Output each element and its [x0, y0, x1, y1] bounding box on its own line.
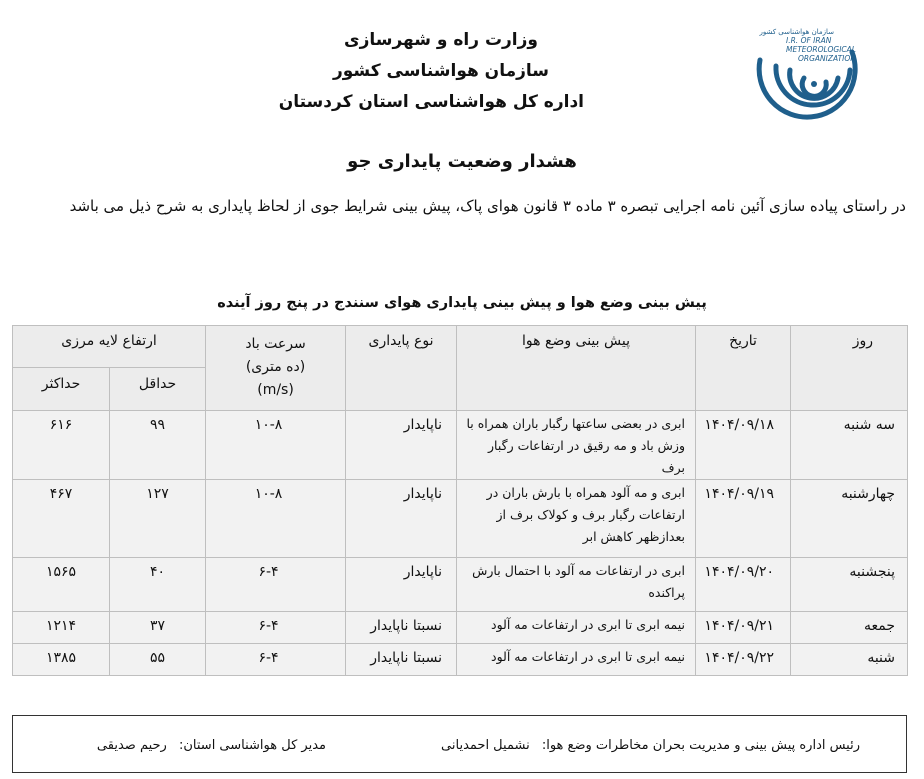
cell-weather: نیمه ابری تا ابری در ارتفاعات مه آلود — [457, 612, 696, 644]
cell-max: ۱۳۸۵ — [13, 644, 110, 676]
cell-weather: ابری در بعضی ساعتها رگبار باران همراه با وزش باد و مه رقیق در ارتفاعات رگبار برف — [457, 411, 696, 480]
cell-stability: ناپایدار — [346, 558, 457, 612]
cell-wind: ۱۰-۸ — [206, 480, 346, 558]
logo-text-fa: سازمان هواشناسی کشور — [759, 28, 834, 36]
cell-min: ۱۲۷ — [110, 480, 206, 558]
cell-day: شنبه — [791, 644, 908, 676]
cell-max: ۴۶۷ — [13, 480, 110, 558]
cell-max: ۱۵۶۵ — [13, 558, 110, 612]
cell-date: ۱۴۰۴/۰۹/۲۱ — [696, 612, 791, 644]
logo-text-en-3: ORGANIZATION — [798, 54, 856, 63]
cell-weather: ابری در ارتفاعات مه آلود با احتمال بارش پراکنده — [457, 558, 696, 612]
cell-stability: ناپایدار — [346, 411, 457, 480]
name-director-general: رحیم صدیقی — [96, 738, 167, 753]
table-row — [13, 558, 908, 612]
cell-day: چهارشنبه — [791, 480, 908, 558]
name-forecast-head: نشمیل احمدیانی — [441, 738, 530, 753]
table-row — [13, 411, 908, 480]
header-wind-speed — [206, 326, 346, 411]
cell-stability: نسبتا ناپایدار — [346, 644, 457, 676]
table-row — [13, 612, 908, 644]
cell-day: سه شنبه — [791, 411, 908, 480]
logo-text-en-1: I.R. OF IRAN — [786, 36, 832, 45]
cell-min: ۴۰ — [110, 558, 206, 612]
cell-stability: نسبتا ناپایدار — [346, 612, 457, 644]
cell-weather: نیمه ابری تا ابری در ارتفاعات مه آلود — [457, 644, 696, 676]
cell-day: جمعه — [791, 612, 908, 644]
header-day: روز — [791, 326, 908, 411]
header-max: حداکثر — [13, 368, 110, 411]
organization-name: سازمان هواشناسی کشور — [332, 61, 549, 81]
spiral-logo-icon — [752, 22, 902, 134]
cell-date: ۱۴۰۴/۰۹/۲۰ — [696, 558, 791, 612]
cell-day: پنجشنبه — [791, 558, 908, 612]
header-min: حداقل — [110, 368, 206, 411]
header-boundary-layer: ارتفاع لایه مرزی — [13, 326, 206, 368]
cell-date: ۱۴۰۴/۰۹/۱۹ — [696, 480, 791, 558]
header-date: تاریخ — [696, 326, 791, 411]
cell-date: ۱۴۰۴/۰۹/۱۸ — [696, 411, 791, 480]
logo-text-en-2: METEOROLOGICAL — [786, 45, 856, 54]
role-director-general: مدیر کل هواشناسی استان: — [178, 738, 326, 753]
table-row — [13, 644, 908, 676]
header-wind-line1: سرعت باد — [245, 336, 306, 352]
department-name: اداره کل هواشناسی استان کردستان — [278, 92, 584, 112]
cell-max: ۶۱۶ — [13, 411, 110, 480]
cell-min: ۹۹ — [110, 411, 206, 480]
cell-wind: ۱۰-۸ — [206, 411, 346, 480]
document-title: هشدار وضعیت پایداری جو — [347, 151, 577, 172]
header-stability: نوع پایداری — [346, 326, 457, 411]
intro-paragraph: در راستای پیاده سازی آئین نامه اجرایی تبصره ۳ ماده ۳ قانون هوای پاک، پیش بینی شرایط جوی از لحاظ پایداری به شرح ذیل می باشد — [69, 197, 906, 215]
ministry-name: وزارت راه و شهرسازی — [343, 30, 538, 50]
cell-wind: ۶-۴ — [206, 558, 346, 612]
cell-weather: ابری و مه آلود همراه با بارش باران در ارتفاعات رگبار برف و کولاک برف از بعدازظهر کاهش ابر — [457, 480, 696, 558]
cell-min: ۳۷ — [110, 612, 206, 644]
cell-wind: ۶-۴ — [206, 644, 346, 676]
signature-box — [12, 715, 907, 773]
cell-date: ۱۴۰۴/۰۹/۲۲ — [696, 644, 791, 676]
table-row — [13, 480, 908, 558]
cell-stability: ناپایدار — [346, 480, 457, 558]
cell-min: ۵۵ — [110, 644, 206, 676]
cell-max: ۱۲۱۴ — [13, 612, 110, 644]
signature-director-general — [97, 738, 326, 753]
signature-forecast-head — [441, 738, 860, 753]
forecast-table — [12, 325, 908, 676]
cell-wind: ۶-۴ — [206, 612, 346, 644]
header-wind-line2: (ده متری) — [245, 359, 306, 375]
meteorological-organization-logo — [752, 22, 902, 134]
role-forecast-head: رئیس اداره پیش بینی و مدیریت بحران مخاطرات وضع هوا: — [541, 738, 860, 753]
header-wind-line3: (m/s) — [257, 382, 294, 398]
header-weather: پیش بینی وضع هوا — [457, 326, 696, 411]
table-title: پیش بینی وضع هوا و پیش بینی پایداری هوای سنندج در پنج روز آینده — [217, 295, 707, 311]
